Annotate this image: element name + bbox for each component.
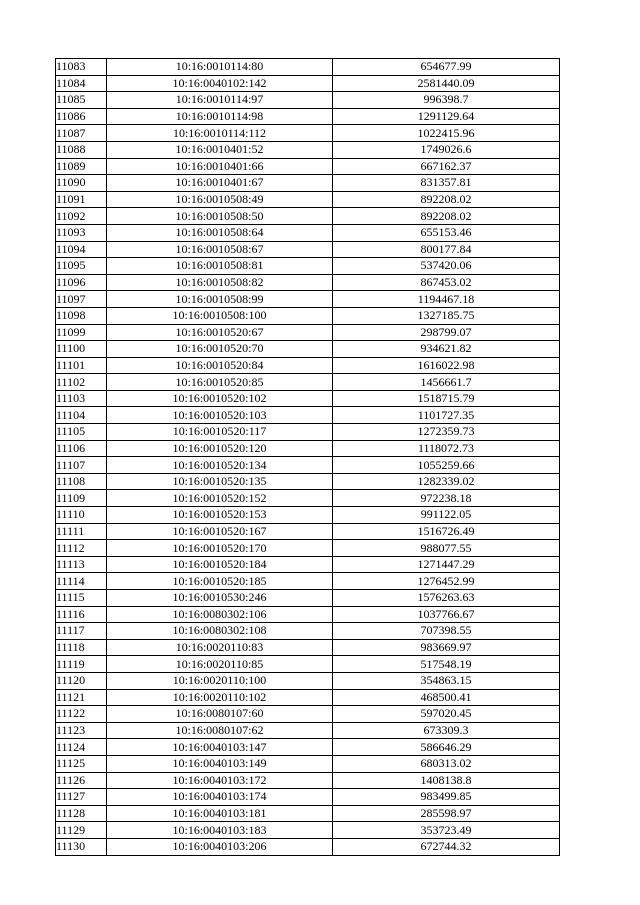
table-row bbox=[56, 307, 560, 324]
cadastral-number-cell: 10:16:0010530:246 bbox=[107, 590, 333, 607]
cadastral-number-cell: 10:16:0010401:52 bbox=[107, 141, 333, 158]
table-row bbox=[56, 739, 560, 756]
cadastral-number-cell: 10:16:0010520:153 bbox=[107, 507, 333, 524]
row-number-cell: 11106 bbox=[56, 440, 107, 457]
value-cell: 1282339.02 bbox=[333, 473, 560, 490]
cadastral-number-cell: 10:16:0010520:103 bbox=[107, 407, 333, 424]
value-cell: 983669.97 bbox=[333, 639, 560, 656]
table-row bbox=[56, 772, 560, 789]
value-cell: 707398.55 bbox=[333, 623, 560, 640]
row-number-cell: 11094 bbox=[56, 241, 107, 258]
cadastral-number-cell: 10:16:0010508:100 bbox=[107, 307, 333, 324]
row-number-cell: 11089 bbox=[56, 158, 107, 175]
table-row bbox=[56, 75, 560, 92]
table-row bbox=[56, 274, 560, 291]
table-row bbox=[56, 208, 560, 225]
value-cell: 1749026.6 bbox=[333, 141, 560, 158]
cadastral-value-table bbox=[55, 58, 560, 856]
table-row bbox=[56, 108, 560, 125]
value-cell: 1272359.73 bbox=[333, 424, 560, 441]
row-number-cell: 11127 bbox=[56, 789, 107, 806]
cadastral-number-cell: 10:16:0010114:80 bbox=[107, 59, 333, 76]
row-number-cell: 11088 bbox=[56, 141, 107, 158]
row-number-cell: 11125 bbox=[56, 755, 107, 772]
row-number-cell: 11096 bbox=[56, 274, 107, 291]
value-cell: 1576263.63 bbox=[333, 590, 560, 607]
table-row bbox=[56, 789, 560, 806]
row-number-cell: 11092 bbox=[56, 208, 107, 225]
row-number-cell: 11122 bbox=[56, 706, 107, 723]
cadastral-number-cell: 10:16:0010520:134 bbox=[107, 457, 333, 474]
value-cell: 468500.41 bbox=[333, 689, 560, 706]
row-number-cell: 11130 bbox=[56, 838, 107, 855]
table-row bbox=[56, 175, 560, 192]
table-row bbox=[56, 656, 560, 673]
cadastral-number-cell: 10:16:0040103:147 bbox=[107, 739, 333, 756]
cadastral-number-cell: 10:16:0010114:97 bbox=[107, 92, 333, 109]
value-cell: 867453.02 bbox=[333, 274, 560, 291]
table-row bbox=[56, 457, 560, 474]
cadastral-number-cell: 10:16:0040103:172 bbox=[107, 772, 333, 789]
row-number-cell: 11091 bbox=[56, 191, 107, 208]
row-number-cell: 11128 bbox=[56, 805, 107, 822]
table-row bbox=[56, 755, 560, 772]
table-row bbox=[56, 623, 560, 640]
cadastral-number-cell: 10:16:0020110:83 bbox=[107, 639, 333, 656]
row-number-cell: 11102 bbox=[56, 374, 107, 391]
row-number-cell: 11107 bbox=[56, 457, 107, 474]
cadastral-number-cell: 10:16:0010508:99 bbox=[107, 291, 333, 308]
cadastral-number-cell: 10:16:0010520:135 bbox=[107, 473, 333, 490]
table-row bbox=[56, 92, 560, 109]
value-cell: 1291129.64 bbox=[333, 108, 560, 125]
table-row bbox=[56, 689, 560, 706]
row-number-cell: 11101 bbox=[56, 357, 107, 374]
row-number-cell: 11123 bbox=[56, 722, 107, 739]
row-number-cell: 11100 bbox=[56, 341, 107, 358]
cadastral-number-cell: 10:16:0010520:84 bbox=[107, 357, 333, 374]
row-number-cell: 11119 bbox=[56, 656, 107, 673]
cadastral-number-cell: 10:16:0010520:167 bbox=[107, 523, 333, 540]
table-row bbox=[56, 490, 560, 507]
row-number-cell: 11114 bbox=[56, 573, 107, 590]
cadastral-number-cell: 10:16:0010520:85 bbox=[107, 374, 333, 391]
cadastral-number-cell: 10:16:0010508:67 bbox=[107, 241, 333, 258]
table-row bbox=[56, 639, 560, 656]
value-cell: 1101727.35 bbox=[333, 407, 560, 424]
cadastral-number-cell: 10:16:0010114:112 bbox=[107, 125, 333, 142]
table-row bbox=[56, 838, 560, 855]
table-row bbox=[56, 374, 560, 391]
table-row bbox=[56, 59, 560, 76]
table-row bbox=[56, 324, 560, 341]
row-number-cell: 11086 bbox=[56, 108, 107, 125]
cadastral-number-cell: 10:16:0010508:82 bbox=[107, 274, 333, 291]
value-cell: 2581440.09 bbox=[333, 75, 560, 92]
cadastral-number-cell: 10:16:0010508:50 bbox=[107, 208, 333, 225]
table-row bbox=[56, 606, 560, 623]
value-cell: 892208.02 bbox=[333, 191, 560, 208]
cadastral-number-cell: 10:16:0080302:106 bbox=[107, 606, 333, 623]
value-cell: 996398.7 bbox=[333, 92, 560, 109]
row-number-cell: 11116 bbox=[56, 606, 107, 623]
cadastral-number-cell: 10:16:0080302:108 bbox=[107, 623, 333, 640]
cadastral-number-cell: 10:16:0020110:102 bbox=[107, 689, 333, 706]
row-number-cell: 11105 bbox=[56, 424, 107, 441]
value-cell: 537420.06 bbox=[333, 258, 560, 275]
value-cell: 285598.97 bbox=[333, 805, 560, 822]
value-cell: 1408138.8 bbox=[333, 772, 560, 789]
table-row bbox=[56, 191, 560, 208]
table-row bbox=[56, 407, 560, 424]
value-cell: 655153.46 bbox=[333, 224, 560, 241]
row-number-cell: 11109 bbox=[56, 490, 107, 507]
table-row bbox=[56, 590, 560, 607]
value-cell: 1276452.99 bbox=[333, 573, 560, 590]
value-cell: 667162.37 bbox=[333, 158, 560, 175]
row-number-cell: 11118 bbox=[56, 639, 107, 656]
table-row bbox=[56, 258, 560, 275]
cadastral-number-cell: 10:16:0010401:66 bbox=[107, 158, 333, 175]
row-number-cell: 11129 bbox=[56, 822, 107, 839]
table-row bbox=[56, 722, 560, 739]
cadastral-number-cell: 10:16:0040103:183 bbox=[107, 822, 333, 839]
cadastral-number-cell: 10:16:0040103:181 bbox=[107, 805, 333, 822]
row-number-cell: 11111 bbox=[56, 523, 107, 540]
table-row bbox=[56, 523, 560, 540]
value-cell: 934621.82 bbox=[333, 341, 560, 358]
table-row bbox=[56, 556, 560, 573]
cadastral-number-cell: 10:16:0020110:85 bbox=[107, 656, 333, 673]
row-number-cell: 11099 bbox=[56, 324, 107, 341]
value-cell: 654677.99 bbox=[333, 59, 560, 76]
value-cell: 1456661.7 bbox=[333, 374, 560, 391]
table-row bbox=[56, 241, 560, 258]
table-row bbox=[56, 507, 560, 524]
value-cell: 1327185.75 bbox=[333, 307, 560, 324]
cadastral-number-cell: 10:16:0010520:70 bbox=[107, 341, 333, 358]
value-cell: 298799.07 bbox=[333, 324, 560, 341]
value-cell: 1194467.18 bbox=[333, 291, 560, 308]
value-cell: 983499.85 bbox=[333, 789, 560, 806]
row-number-cell: 11115 bbox=[56, 590, 107, 607]
row-number-cell: 11098 bbox=[56, 307, 107, 324]
table-row bbox=[56, 822, 560, 839]
value-cell: 1271447.29 bbox=[333, 556, 560, 573]
cadastral-number-cell: 10:16:0010520:120 bbox=[107, 440, 333, 457]
row-number-cell: 11093 bbox=[56, 224, 107, 241]
cadastral-number-cell: 10:16:0080107:62 bbox=[107, 722, 333, 739]
row-number-cell: 11124 bbox=[56, 739, 107, 756]
table-row bbox=[56, 706, 560, 723]
value-cell: 1118072.73 bbox=[333, 440, 560, 457]
row-number-cell: 11085 bbox=[56, 92, 107, 109]
cadastral-number-cell: 10:16:0020110:100 bbox=[107, 672, 333, 689]
row-number-cell: 11097 bbox=[56, 291, 107, 308]
cadastral-number-cell: 10:16:0010508:81 bbox=[107, 258, 333, 275]
table-row bbox=[56, 141, 560, 158]
table-row bbox=[56, 341, 560, 358]
table-row bbox=[56, 473, 560, 490]
table-row bbox=[56, 805, 560, 822]
table-row bbox=[56, 573, 560, 590]
cadastral-number-cell: 10:16:0040102:142 bbox=[107, 75, 333, 92]
cadastral-number-cell: 10:16:0010520:102 bbox=[107, 390, 333, 407]
row-number-cell: 11103 bbox=[56, 390, 107, 407]
table-row bbox=[56, 540, 560, 557]
value-cell: 991122.05 bbox=[333, 507, 560, 524]
value-cell: 673309.3 bbox=[333, 722, 560, 739]
row-number-cell: 11121 bbox=[56, 689, 107, 706]
table-row bbox=[56, 158, 560, 175]
value-cell: 1616022.98 bbox=[333, 357, 560, 374]
table-row bbox=[56, 224, 560, 241]
cadastral-number-cell: 10:16:0040103:206 bbox=[107, 838, 333, 855]
value-cell: 680313.02 bbox=[333, 755, 560, 772]
row-number-cell: 11113 bbox=[56, 556, 107, 573]
row-number-cell: 11090 bbox=[56, 175, 107, 192]
row-number-cell: 11104 bbox=[56, 407, 107, 424]
row-number-cell: 11108 bbox=[56, 473, 107, 490]
table-row bbox=[56, 440, 560, 457]
row-number-cell: 11110 bbox=[56, 507, 107, 524]
table-row bbox=[56, 390, 560, 407]
value-cell: 597020.45 bbox=[333, 706, 560, 723]
cadastral-number-cell: 10:16:0010520:152 bbox=[107, 490, 333, 507]
value-cell: 1037766.67 bbox=[333, 606, 560, 623]
value-cell: 800177.84 bbox=[333, 241, 560, 258]
cadastral-number-cell: 10:16:0010520:184 bbox=[107, 556, 333, 573]
row-number-cell: 11095 bbox=[56, 258, 107, 275]
value-cell: 517548.19 bbox=[333, 656, 560, 673]
value-cell: 1518715.79 bbox=[333, 390, 560, 407]
cadastral-number-cell: 10:16:0010508:49 bbox=[107, 191, 333, 208]
table-row bbox=[56, 424, 560, 441]
row-number-cell: 11126 bbox=[56, 772, 107, 789]
row-number-cell: 11084 bbox=[56, 75, 107, 92]
table-row bbox=[56, 291, 560, 308]
cadastral-number-cell: 10:16:0080107:60 bbox=[107, 706, 333, 723]
row-number-cell: 11083 bbox=[56, 59, 107, 76]
value-cell: 353723.49 bbox=[333, 822, 560, 839]
value-cell: 988077.55 bbox=[333, 540, 560, 557]
value-cell: 354863.15 bbox=[333, 672, 560, 689]
cadastral-number-cell: 10:16:0010520:185 bbox=[107, 573, 333, 590]
cadastral-number-cell: 10:16:0010520:67 bbox=[107, 324, 333, 341]
row-number-cell: 11087 bbox=[56, 125, 107, 142]
value-cell: 831357.81 bbox=[333, 175, 560, 192]
row-number-cell: 11112 bbox=[56, 540, 107, 557]
cadastral-number-cell: 10:16:0040103:174 bbox=[107, 789, 333, 806]
cadastral-number-cell: 10:16:0010508:64 bbox=[107, 224, 333, 241]
value-cell: 972238.18 bbox=[333, 490, 560, 507]
table-body bbox=[56, 59, 560, 856]
value-cell: 672744.32 bbox=[333, 838, 560, 855]
value-cell: 1055259.66 bbox=[333, 457, 560, 474]
cadastral-number-cell: 10:16:0040103:149 bbox=[107, 755, 333, 772]
table-row bbox=[56, 672, 560, 689]
value-cell: 1022415.96 bbox=[333, 125, 560, 142]
value-cell: 892208.02 bbox=[333, 208, 560, 225]
cadastral-number-cell: 10:16:0010114:98 bbox=[107, 108, 333, 125]
value-cell: 1516726.49 bbox=[333, 523, 560, 540]
value-cell: 586646.29 bbox=[333, 739, 560, 756]
table-row bbox=[56, 125, 560, 142]
row-number-cell: 11117 bbox=[56, 623, 107, 640]
cadastral-number-cell: 10:16:0010520:117 bbox=[107, 424, 333, 441]
row-number-cell: 11120 bbox=[56, 672, 107, 689]
cadastral-number-cell: 10:16:0010401:67 bbox=[107, 175, 333, 192]
cadastral-number-cell: 10:16:0010520:170 bbox=[107, 540, 333, 557]
table-row bbox=[56, 357, 560, 374]
